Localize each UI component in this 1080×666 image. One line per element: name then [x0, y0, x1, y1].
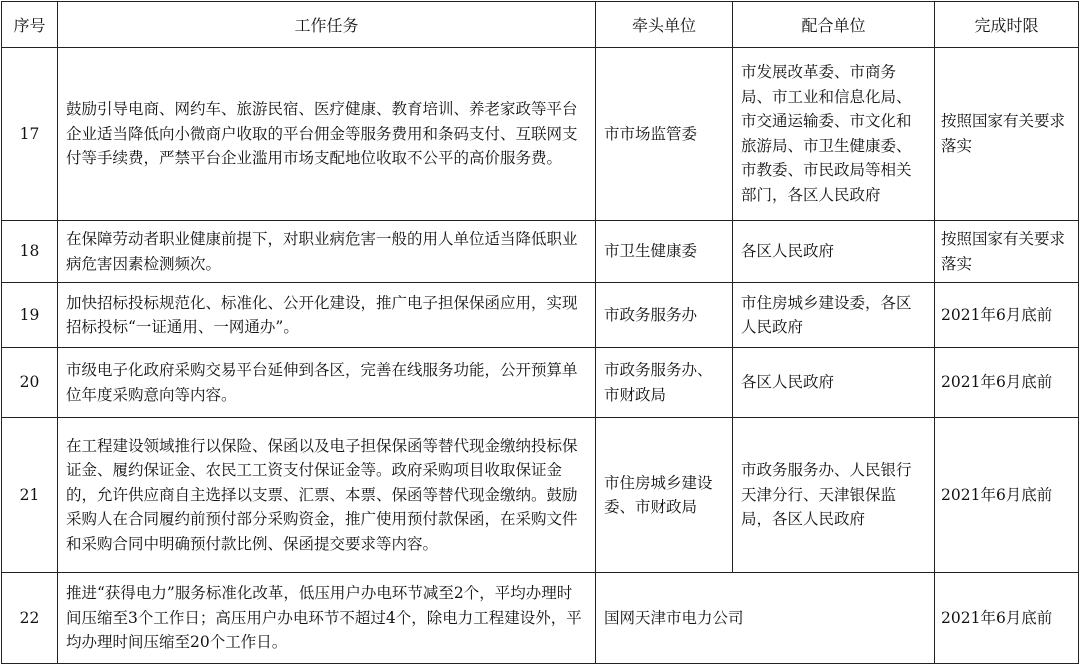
header-coop: 配合单位 — [733, 2, 935, 48]
row-num: 22 — [2, 572, 58, 663]
row-task: 市级电子化政府采购交易平台延伸到各区，完善在线服务功能，公开预算单位年度采购意向等内容。 — [58, 347, 596, 418]
table-row — [2, 347, 1079, 418]
row-deadline: 2021年6月底前 — [935, 572, 1079, 663]
row-deadline: 2021年6月底前 — [935, 418, 1079, 573]
header-row — [2, 2, 1079, 48]
row-lead: 市市场监管委 — [596, 48, 733, 221]
row-num: 20 — [2, 347, 58, 418]
row-task: 在保障劳动者职业健康前提下，对职业病危害一般的用人单位适当降低职业病危害因素检测频次。 — [58, 220, 596, 282]
row-num: 21 — [2, 418, 58, 573]
row-lead: 市政务服务办、市财政局 — [596, 347, 733, 418]
row-coop: 各区人民政府 — [733, 347, 935, 418]
header-lead: 牵头单位 — [596, 2, 733, 48]
row-coop: 市住房城乡建设委，各区人民政府 — [733, 283, 935, 347]
row-coop: 各区人民政府 — [733, 220, 935, 282]
row-task: 加快招标投标规范化、标准化、公开化建设，推广电子担保保函应用，实现招标投标“一证通用、一网通办”。 — [58, 283, 596, 347]
row-num: 18 — [2, 220, 58, 282]
header-task: 工作任务 — [58, 2, 596, 48]
header-num: 序号 — [2, 2, 58, 48]
row-deadline: 2021年6月底前 — [935, 347, 1079, 418]
row-lead: 市住房城乡建设委、市财政局 — [596, 418, 733, 573]
row-coop: 市发展改革委、市商务局、市工业和信息化局、市交通运输委、市文化和旅游局、市卫生健康委、市教委、市民政局等相关部门，各区人民政府 — [733, 48, 935, 221]
table-row — [2, 572, 1079, 663]
table-row — [2, 283, 1079, 347]
table-row — [2, 220, 1079, 282]
row-deadline: 按照国家有关要求落实 — [935, 220, 1079, 282]
row-lead: 市政务服务办 — [596, 283, 733, 347]
row-deadline: 2021年6月底前 — [935, 283, 1079, 347]
table-row — [2, 48, 1079, 221]
row-lead: 国网天津市电力公司 — [596, 572, 935, 663]
row-coop: 市政务服务办、人民银行天津分行、天津银保监局，各区人民政府 — [733, 418, 935, 573]
row-deadline: 按照国家有关要求落实 — [935, 48, 1079, 221]
row-lead: 市卫生健康委 — [596, 220, 733, 282]
row-task: 推进“获得电力”服务标准化改革，低压用户办电环节减至2个，平均办理时间压缩至3个工作日；高压用户办电环节不超过4个，除电力工程建设外，平均办理时间压缩至20个工作日。 — [58, 572, 596, 663]
header-deadline: 完成时限 — [935, 2, 1079, 48]
row-num: 17 — [2, 48, 58, 221]
row-num: 19 — [2, 283, 58, 347]
table-row — [2, 418, 1079, 573]
row-task: 鼓励引导电商、网约车、旅游民宿、医疗健康、教育培训、养老家政等平台企业适当降低向小微商户收取的平台佣金等服务费用和条码支付、互联网支付等手续费，严禁平台企业滥用市场支配地位收取不公平的高价服务费。 — [58, 48, 596, 221]
row-task: 在工程建设领域推行以保险、保函以及电子担保保函等替代现金缴纳投标保证金、履约保证金、农民工工资支付保证金等。政府采购项目收取保证金的，允许供应商自主选择以支票、汇票、本票、保函等替代现金缴纳。鼓励采购人在合同履约前预付部分采购资金，推广使用预付款保函，在采购文件和采购合同中明确预付款比例、保函提交要求等内容。 — [58, 418, 596, 573]
task-table — [1, 1, 1079, 664]
